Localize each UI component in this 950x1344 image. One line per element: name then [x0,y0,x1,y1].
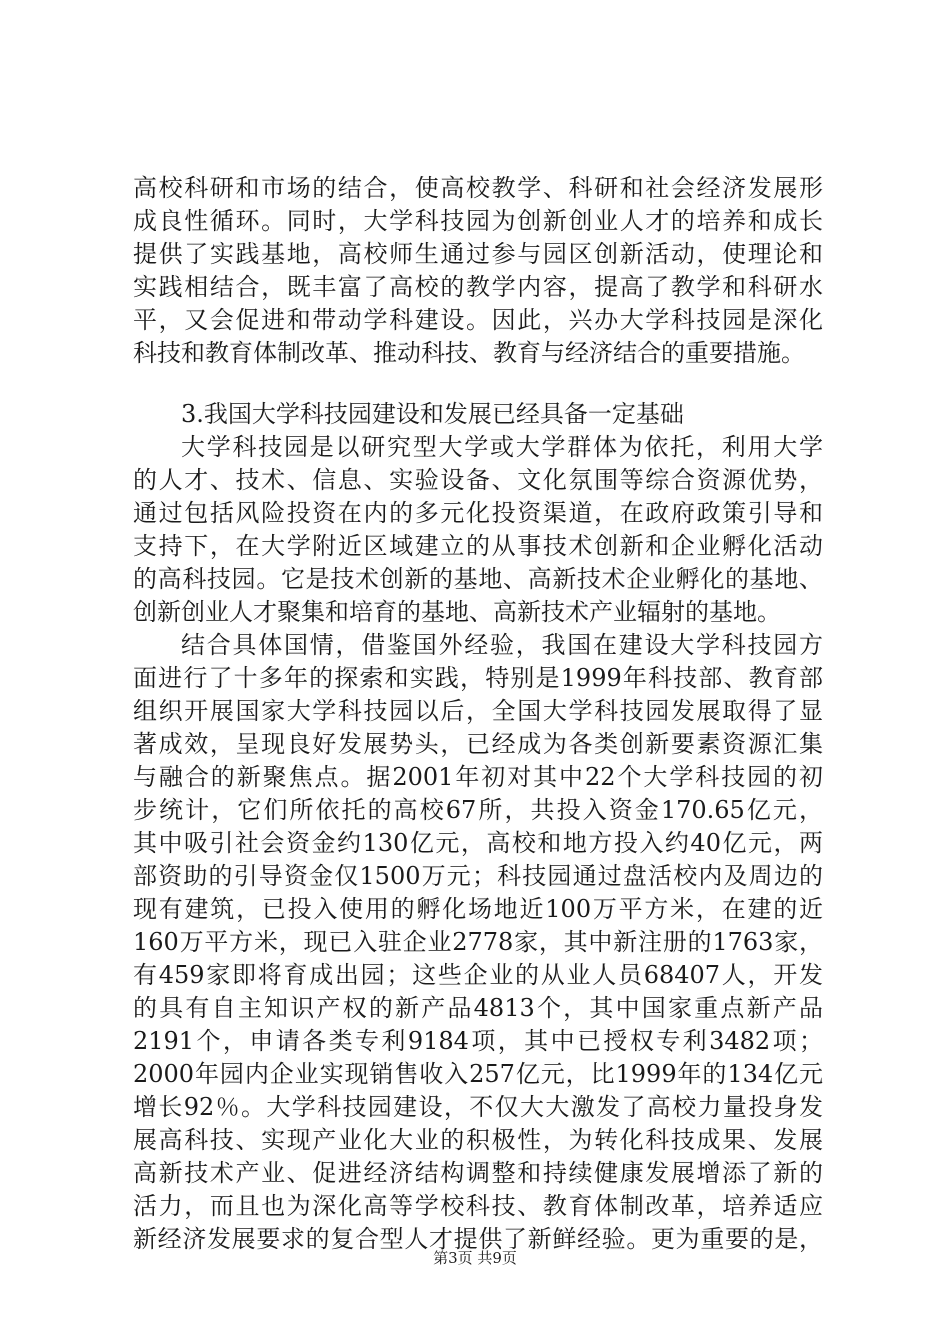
section-heading: 3.我国大学科技园建设和发展已经具备一定基础 [181,400,684,428]
text-line: 2000年园内企业实现销售收入257亿元，比1999年的134亿元 [133,1060,823,1088]
text-line: 组织开展国家大学科技园以后，全国大学科技园发展取得了显 [133,697,823,725]
text-line: 2191个，申请各类专利9184项，其中已授权专利3482项； [133,1027,823,1055]
text-line: 新经济发展要求的复合型人才提供了新鲜经验。更为重要的是， [133,1225,823,1253]
text-line: 步统计，它们所依托的高校67所，共投入资金170.65亿元， [133,796,823,824]
paragraph-definition [133,431,823,629]
text-line: 支持下，在大学附近区域建立的从事技术创新和企业孵化活动 [133,532,823,560]
text-line: 通过包括风险投资在内的多元化投资渠道，在政府政策引导和 [133,499,823,527]
text-line: 部资助的引导资金仅1500万元；科技园通过盘活校内及周边的 [133,862,823,890]
text-line: 与融合的新聚焦点。据2001年初对其中22个大学科技园的初 [133,763,823,791]
page-footer [0,1247,950,1268]
text-line: 创新创业人才聚集和培育的基地、高新技术产业辐射的基地。 [133,598,781,626]
text-line: 实践相结合，既丰富了高校的教学内容，提高了教学和科研水 [133,273,823,301]
text-line: 著成效，呈现良好发展势头，已经成为各类创新要素资源汇集 [133,730,823,758]
text-line: 增长92％。大学科技园建设，不仅大大激发了高校力量投身发 [133,1093,823,1121]
text-line: 活力，而且也为深化高等学校科技、教育体制改革，培养适应 [133,1192,823,1220]
paragraph-intro [133,172,823,370]
page-number: 第3页 共9页 [433,1249,517,1267]
paragraph-gap [133,370,823,398]
text-line: 展高科技、实现产业化大业的积极性，为转化科技成果、发展 [133,1126,823,1154]
text-line: 现有建筑，已投入使用的孵化场地近100万平方米，在建的近 [133,895,823,923]
text-line: 的高科技园。它是技术创新的基地、高新技术企业孵化的基地、 [133,565,823,593]
text-line: 的具有自主知识产权的新产品4813个，其中国家重点新产品 [133,994,823,1022]
text-line: 结合具体国情，借鉴国外经验，我国在建设大学科技园方 [181,631,823,659]
text-line: 大学科技园是以研究型大学或大学群体为依托，利用大学 [181,433,823,461]
text-line: 高新技术产业、促进经济结构调整和持续健康发展增添了新的 [133,1159,823,1187]
text-line: 提供了实践基地，高校师生通过参与园区创新活动，使理论和 [133,240,823,268]
body-text [133,172,823,1256]
text-line: 其中吸引社会资金约130亿元，高校和地方投入约40亿元，两 [133,829,823,857]
text-line: 160万平方米，现已入驻企业2778家，其中新注册的1763家， [133,928,823,956]
text-line: 平，又会促进和带动学科建设。因此，兴办大学科技园是深化 [133,306,823,334]
text-line: 高校科研和市场的结合，使高校教学、科研和社会经济发展形 [133,174,823,202]
text-line: 面进行了十多年的探索和实践，特别是1999年科技部、教育部 [133,664,823,692]
text-line: 科技和教育体制改革、推动科技、教育与经济结合的重要措施。 [133,339,805,367]
text-line: 的人才、技术、信息、实验设备、文化氛围等综合资源优势， [133,466,823,494]
text-line: 有459家即将育成出园；这些企业的从业人员68407人，开发 [133,961,823,989]
text-line: 成良性循环。同时，大学科技园为创新创业人才的培养和成长 [133,207,823,235]
paragraph-statistics [133,629,823,1256]
